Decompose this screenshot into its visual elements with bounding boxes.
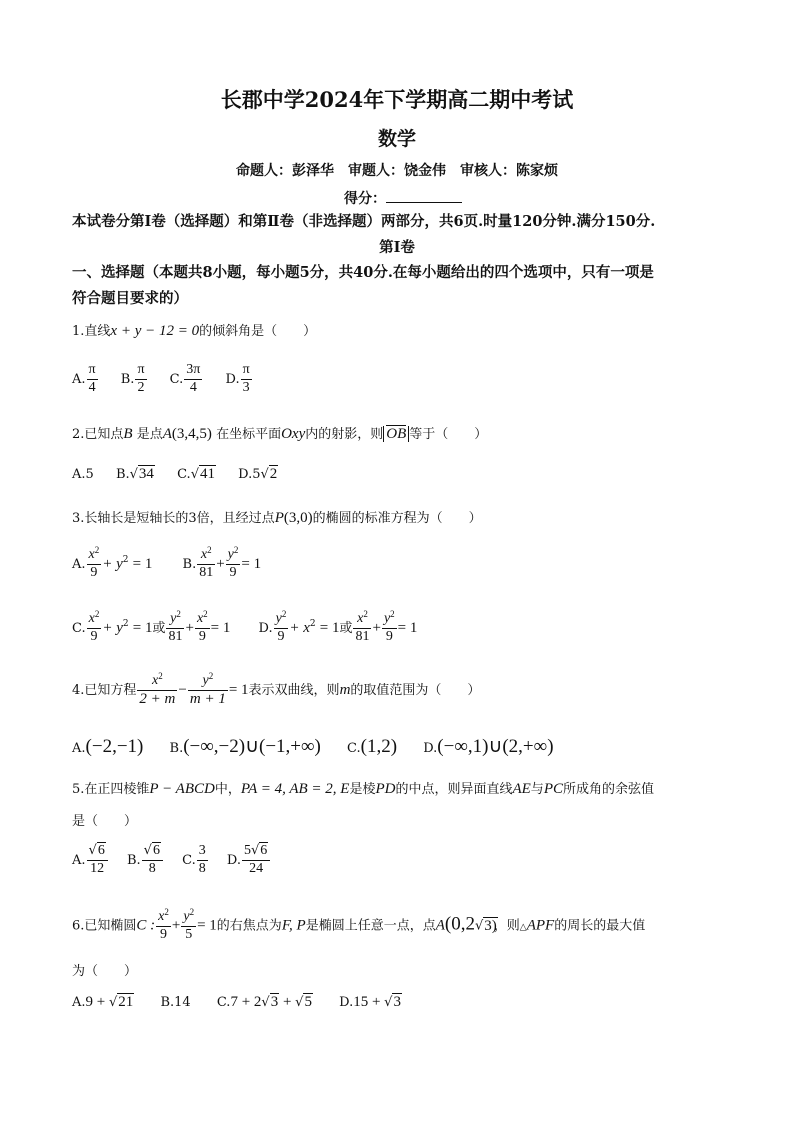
q2-vector-ob: OB [386,426,407,442]
exam-title: 长郡中学2024年下学期高二期中考试 [220,87,574,112]
section-heading-line2: 符合题目要求的） [72,290,188,307]
q1-option-b: B. $\frac{\pi}{2}$ [120,362,145,395]
q3-option-a: A. $\frac{x^2}{9}$ + $y^2 = 1$ [72,545,153,580]
question-6-line2: 为（ ） [72,964,138,979]
score-field [344,188,462,208]
q1-option-d: D. $\frac{\pi}{3}$ [225,362,250,395]
q5-option-d: D. $\frac{5√6}{24}$ [227,853,271,868]
q1-number: 1. [72,324,85,339]
volume-heading: 第Ⅰ卷 [379,239,415,256]
q5-option-a: A. $\frac{√6}{12}$ [72,853,109,868]
q1-option-a: A. $\frac{\pi}{4}$ [72,362,96,395]
intro-text: 本试卷分第Ⅰ卷（选择题）和第Ⅱ卷（非选择题）两部分，共6页.时量120分钟.满分150分. [72,213,656,230]
q6-options [72,994,402,1011]
q1-option-c: C. $\frac{3\pi}{4}$ [169,362,201,395]
q5-options [72,844,271,876]
question-5-line2: 是（ ） [72,814,138,829]
q6-option-c: C.7 + 2√3 + √5 [216,994,312,1010]
q3-option-d: D. $\frac{y^2}{9}$ + $x^2 = 1$或 $\frac{x^2}{81}$ + $\frac{y^2}{9}$ = 1 [258,609,418,644]
q3-options-row1 [72,545,262,580]
subject-title: 数学 [377,128,416,150]
q4-option-b: B.(−∞,−2)∪(−1,+∞) [169,736,321,757]
q1-text-b: 的倾斜角是（ ） [199,324,317,339]
q6-option-d: D.15 + √3 [339,994,401,1010]
q5-option-c: C. $\frac{3}{8}$ [182,843,206,876]
setters-line: 命题人：彭泽华 审题人：饶金伟 审核人：陈家烦 [236,163,558,179]
question-3: 3.长轴长是短轴长的3倍，且经过点P(3,0)的椭圆的标准方程为（ ） [72,510,482,526]
question-4: 4.已知方程 $\frac{x^2}{2 + m}$ − $\frac{y^2}{m + 1}$ = 1表示双曲线，则m的取值范围为（ ） [72,671,481,707]
q4-option-a: A.(−2,−1) [72,736,144,757]
q2-option-a: A.5 [72,467,94,482]
score-label: 得分： [344,191,386,207]
q1-text-a: 直线 [84,324,111,339]
score-blank [386,188,462,203]
q3-options-row2 [72,609,418,644]
q3-option-b: B. $\frac{x^2}{81}$ + $\frac{y^2}{9}$ = 1 [182,545,262,580]
q3-option-c: C. $\frac{x^2}{9}$ + $y^2 = 1$或 $\frac{y^2}{81}$ + $\frac{x^2}{9}$ = 1 [72,609,231,644]
question-2: 2.已知点B 是点A(3,4,5) 在坐标平面Oxy内的射影，则 OB 等于（ ） [72,426,488,442]
q6-option-b: B.14 [160,995,191,1010]
question-1 [72,320,316,340]
q2-option-c: C.√41 [177,466,215,482]
q2-options [72,466,278,483]
q6-option-a: A.9 + √21 [72,994,134,1010]
q2-option-b: B.√34 [115,466,154,482]
q1-equation: x + y − 12 = 0 [110,323,200,339]
q4-options [72,735,554,758]
question-6: 6.已知椭圆C : $\frac{x^2}{9}$ + $\frac{y^2}{5}$ = 1的右焦点为F, P是椭圆上任意一点，点A(0,2√3)，则△APF的周长的最大值 [72,907,646,942]
q5-option-b: B. $\frac{√6}{8}$ [127,853,164,868]
q4-option-d: D.(−∞,1)∪(2,+∞) [423,736,554,757]
q2-option-d: D.5√2 [238,466,278,482]
q4-option-c: C.(1,2) [347,736,398,757]
q1-options [72,363,253,395]
question-5: 5.在正四棱锥P − ABCD中，PA = 4, AB = 2, E是棱PD的中点，则异面直线AE与PC所成角的余弦值 [72,781,654,797]
section-heading-line1: 一、选择题（本题共8小题，每小题5分，共40分.在每小题给出的四个选项中，只有一项是 [72,264,654,281]
